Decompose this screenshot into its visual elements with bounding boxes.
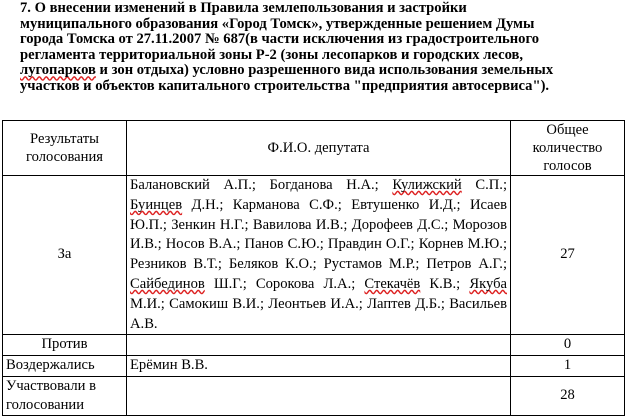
agenda-item-heading [20, 1, 620, 95]
table-row-za [3, 176, 625, 335]
table-row-vozderzhalis [3, 356, 625, 377]
table-header-row [3, 121, 625, 176]
table-row-protiv [3, 335, 625, 356]
heading-line: города Томска от 27.11.2007 № 687(в части исключения из градостроительного [20, 31, 540, 48]
heading-line: муниципального образования «Город Томск», утвержденные решением Думы [20, 15, 535, 32]
heading-line: 7. О внесении изменений в Правила землепользования и застройки [20, 0, 467, 16]
header-total-votes: Общее количество голосов [511, 121, 625, 176]
vote-label-za: За [3, 176, 127, 335]
deputies-protiv-list [127, 335, 511, 356]
heading-line: участков и объектов капитального строительства "предприятия автосервиса"). [20, 77, 550, 94]
heading-line: и зон отдыха) условно разрешенного вида использования земельных [95, 62, 554, 79]
header-deputy-name: Ф.И.О. депутата [127, 121, 511, 176]
table-row-uchastvovali [3, 376, 625, 415]
vote-count-vozderzhalis: 1 [511, 356, 625, 377]
heading-spellcheck-word: лугопарков [20, 62, 96, 79]
voting-results-table [2, 120, 625, 416]
vote-label-uchastvovali: Участвовали в голосовании [3, 376, 127, 415]
vote-label-vozderzhalis: Воздержались [3, 356, 127, 377]
deputies-vozderzhalis-list: Ерёмин В.В. [127, 356, 511, 377]
deputies-uchastvovali-list [127, 376, 511, 415]
deputies-za-list: Балановский А.П.; Богданова Н.А.; Кулижский С.П.; Буинцев Д.Н.; Карманова С.Ф.; Евтушенко И.Д.; Исаев Ю.П.; Зенкин Н.Г.; Вавилова И.В.; Дорофеев Д.С.; Морозов И.В.; Носов В.А.; Панов С.Ю.; Правдин О.Г.; Корнев М.Ю.; Резников В.Т.; Беляков К.О.; Рустамов М.Р.; Петров А.Г.; Сайбединов Ш.Г.; Сорокова Л.А.; Стекачёв К.В.; Якуба М.И.; Самокиш В.И.; Леонтьев И.А.; Лаптев Д.Б.; Васильев А.В. [127, 176, 511, 335]
heading-line: регламента территориальной зоны Р-2 (зоны лесопарков и городских лесов, [20, 46, 524, 63]
vote-count-uchastvovali: 28 [511, 376, 625, 415]
header-results: Результаты голосования [3, 121, 127, 176]
vote-count-protiv: 0 [511, 335, 625, 356]
vote-count-za: 27 [511, 176, 625, 335]
vote-label-protiv: Против [3, 335, 127, 356]
